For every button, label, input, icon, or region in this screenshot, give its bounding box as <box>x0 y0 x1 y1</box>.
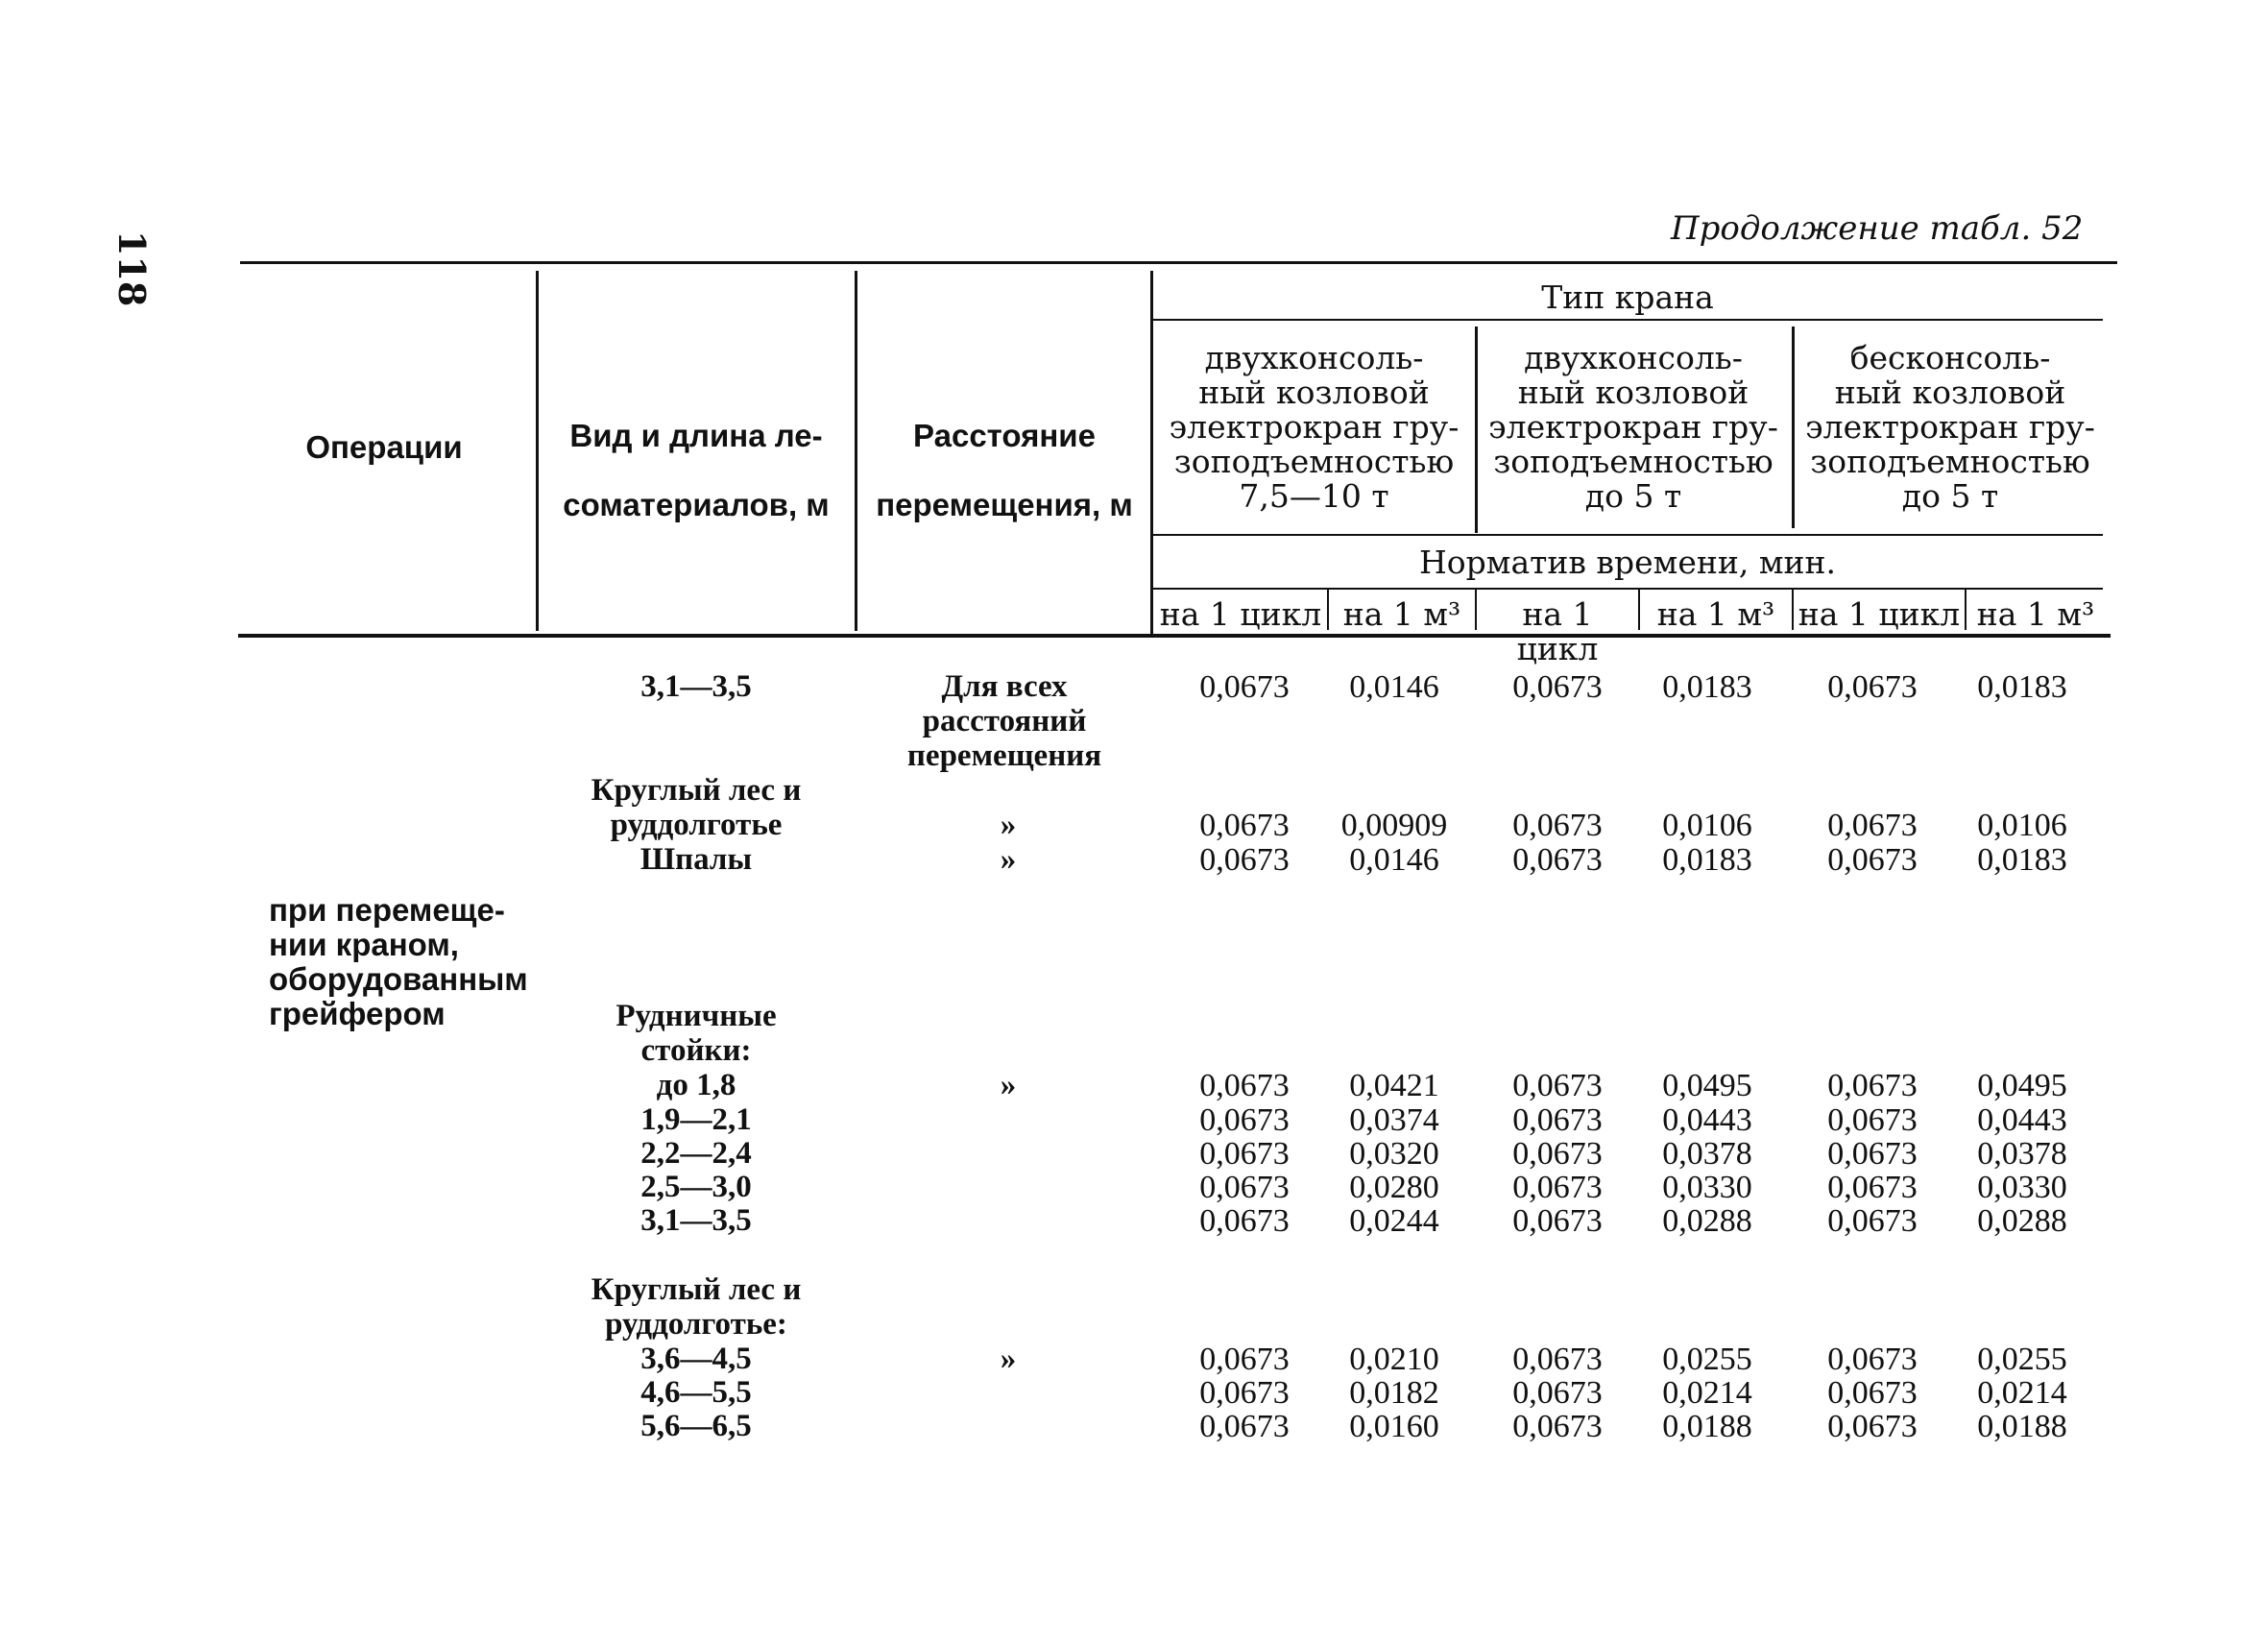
table-cell: 0,0673 <box>1512 1136 1603 1172</box>
crane1-line4: зоподъемностью <box>1173 443 1455 480</box>
table-cell: 0,0673 <box>1827 1409 1918 1444</box>
all-distances-line3: перемещения <box>906 738 1102 773</box>
label-mine-props <box>547 999 845 1068</box>
table-cell: 0,0673 <box>1199 669 1290 705</box>
table-cell: 0,0673 <box>1199 1136 1290 1172</box>
table-caption: Продолжение табл. 52 <box>1671 209 2084 248</box>
table-cell: 0,0673 <box>1827 1170 1918 1205</box>
sub-divider-2 <box>1475 590 1477 630</box>
table-cell: 0,0673 <box>1512 1068 1603 1103</box>
table-cell: 0,0495 <box>1977 1068 2067 1103</box>
header-crane-3 <box>1796 341 2105 514</box>
table-cell: 0,0378 <box>1662 1136 1752 1172</box>
round-timber-2-line2: руддолготье: <box>605 1307 787 1342</box>
crane-names-rule <box>1152 534 2103 536</box>
header-norm: Норматив времени, мин. <box>1419 544 1836 581</box>
table-cell: 0,0183 <box>1977 842 2067 878</box>
label-4-6-5-5: 4,6—5,5 <box>640 1375 752 1410</box>
crane2-line2: ный козловой <box>1517 374 1749 411</box>
crane3-line2: ный козловой <box>1834 374 2066 411</box>
table-cell: 0,0106 <box>1662 808 1752 843</box>
sub-divider-5 <box>1965 590 1966 630</box>
all-distances-line1: Для всех <box>941 669 1068 704</box>
crane1-line1: двухконсоль- <box>1204 339 1424 376</box>
sub-divider-4 <box>1792 590 1794 630</box>
table-cell: 0,00909 <box>1340 808 1448 843</box>
mine-props-line1: Рудничные <box>615 999 777 1033</box>
table-cell: 0,0673 <box>1827 808 1918 843</box>
table-cell: 0,0673 <box>1199 1342 1290 1377</box>
table-cell: 0,0673 <box>1512 669 1603 705</box>
crane-type-rule <box>1152 319 2103 321</box>
sub-divider-3 <box>1638 590 1640 630</box>
table-cell: 0,0188 <box>1662 1409 1752 1444</box>
table-cell: 0,0210 <box>1349 1342 1439 1377</box>
table-cell: 0,0288 <box>1662 1203 1752 1239</box>
operation-line4: грейфером <box>269 996 446 1031</box>
col-divider-3 <box>1150 271 1153 636</box>
table-cell: 0,0421 <box>1349 1068 1439 1103</box>
ditto-mark: » <box>1000 808 1017 842</box>
table-cell: 0,0673 <box>1199 1375 1290 1411</box>
label-3-6-4-5: 3,6—4,5 <box>640 1342 752 1376</box>
col-divider-1 <box>536 271 539 631</box>
table-cell: 0,0495 <box>1662 1068 1752 1103</box>
header-operations: Операции <box>305 429 463 465</box>
table-cell: 0,0673 <box>1512 1375 1603 1411</box>
label-sleepers: Шпалы <box>639 842 753 877</box>
label-3-1-3-5: 3,1—3,5 <box>640 669 752 704</box>
top-rule <box>240 261 2117 264</box>
table-cell: 0,0673 <box>1827 842 1918 878</box>
round-timber-line2: руддолготье <box>610 808 783 842</box>
table-cell: 0,0673 <box>1512 842 1603 878</box>
table-cell: 0,0673 <box>1512 808 1603 843</box>
round-timber-2-line1: Круглый лес и <box>591 1272 802 1307</box>
table-cell: 0,0673 <box>1827 1342 1918 1377</box>
table-cell: 0,0673 <box>1512 1342 1603 1377</box>
table-cell: 0,0673 <box>1512 1409 1603 1444</box>
table-cell: 0,0214 <box>1662 1375 1752 1411</box>
header-crane-type: Тип крана <box>1541 278 1714 316</box>
header-distance <box>862 401 1146 540</box>
table-cell: 0,0330 <box>1662 1170 1752 1205</box>
table-cell: 0,0183 <box>1662 842 1752 878</box>
table-cell: 0,0160 <box>1349 1409 1439 1444</box>
table-cell: 0,0673 <box>1199 1068 1290 1103</box>
label-upto-1-8: до 1,8 <box>656 1068 736 1102</box>
table-cell: 0,0255 <box>1977 1342 2067 1377</box>
operation-line1: при перемеще- <box>269 892 505 928</box>
sub-divider-1 <box>1327 590 1329 630</box>
table-cell: 0,0146 <box>1349 669 1439 705</box>
subhdr-m3-3: на 1 м³ <box>1976 595 2095 633</box>
subhdr-cycle-3: на 1 цикл <box>1798 595 1961 633</box>
table-cell: 0,0673 <box>1199 1409 1290 1444</box>
header-material-line1: Вид и длина ле- <box>569 418 823 453</box>
ditto-mark: » <box>1000 1068 1017 1102</box>
crane1-line3: электрокран гру- <box>1169 408 1460 446</box>
table-cell: 0,0673 <box>1827 1203 1918 1239</box>
crane3-line3: электрокран гру- <box>1805 408 2095 446</box>
label-round-timber-2 <box>547 1272 845 1342</box>
label-round-timber <box>547 773 845 842</box>
ditto-mark: » <box>1000 842 1017 877</box>
round-timber-line1: Круглый лес и <box>591 773 802 808</box>
label-5-6-6-5: 5,6—6,5 <box>640 1409 752 1443</box>
table-cell: 0,0188 <box>1977 1409 2067 1444</box>
table-cell: 0,0244 <box>1349 1203 1439 1239</box>
table-cell: 0,0673 <box>1827 1068 1918 1103</box>
table-cell: 0,0673 <box>1827 1102 1918 1138</box>
table-cell: 0,0673 <box>1199 842 1290 878</box>
crane3-line4: зоподъемностью <box>1810 443 2090 480</box>
table-cell: 0,0320 <box>1349 1136 1439 1172</box>
crane1-line5: 7,5—10 т <box>1239 477 1389 515</box>
table-cell: 0,0330 <box>1977 1170 2067 1205</box>
table-cell: 0,0443 <box>1977 1102 2067 1138</box>
table-cell: 0,0673 <box>1827 669 1918 705</box>
label-3-1-3-5b: 3,1—3,5 <box>640 1203 752 1238</box>
table-cell: 0,0288 <box>1977 1203 2067 1239</box>
crane2-line4: зоподъемностью <box>1493 443 1773 480</box>
table-cell: 0,0443 <box>1662 1102 1752 1138</box>
crane-divider-2 <box>1792 327 1795 528</box>
header-material <box>547 401 845 540</box>
ditto-mark: » <box>1000 1342 1017 1376</box>
table-cell: 0,0673 <box>1512 1170 1603 1205</box>
label-1-9-2-1: 1,9—2,1 <box>640 1102 752 1137</box>
subhdr-cycle-2: на 1 цикл <box>1516 595 1599 667</box>
col-divider-2 <box>855 271 857 631</box>
subhdr-cycle-1: на 1 цикл <box>1159 595 1322 633</box>
table-cell: 0,0673 <box>1199 1170 1290 1205</box>
operation-text <box>269 893 528 1031</box>
operation-line3: оборудованным <box>269 961 528 997</box>
header-crane-2 <box>1479 341 1788 514</box>
header-crane-1 <box>1158 341 1470 514</box>
subhdr-m3-2: на 1 м³ <box>1656 595 1775 633</box>
header-bottom-rule <box>238 634 2111 638</box>
table-cell: 0,0374 <box>1349 1102 1439 1138</box>
table-cell: 0,0146 <box>1349 842 1439 878</box>
header-distance-line1: Расстояние <box>913 418 1096 453</box>
table-cell: 0,0183 <box>1662 669 1752 705</box>
crane3-line5: до 5 т <box>1901 477 1999 515</box>
table-cell: 0,0255 <box>1662 1342 1752 1377</box>
header-material-line2: соматериалов, м <box>563 487 830 522</box>
crane-divider-1 <box>1475 327 1478 533</box>
table-cell: 0,0182 <box>1349 1375 1439 1411</box>
table-cell: 0,0673 <box>1827 1136 1918 1172</box>
table-cell: 0,0673 <box>1199 1102 1290 1138</box>
crane3-line1: бесконсоль- <box>1849 339 2051 376</box>
all-distances-line2: расстояний <box>922 704 1087 738</box>
mine-props-line2: стойки: <box>640 1033 752 1068</box>
operation-line2: нии краном, <box>269 927 459 962</box>
table-cell: 0,0673 <box>1827 1375 1918 1411</box>
crane2-line5: до 5 т <box>1584 477 1682 515</box>
table-cell: 0,0214 <box>1977 1375 2067 1411</box>
table-cell: 0,0673 <box>1512 1102 1603 1138</box>
norm-rule <box>1152 588 2103 590</box>
table-cell: 0,0673 <box>1199 808 1290 843</box>
label-2-5-3-0: 2,5—3,0 <box>640 1170 752 1204</box>
subhdr-m3-1: на 1 м³ <box>1342 595 1461 633</box>
table-cell: 0,0673 <box>1512 1203 1603 1239</box>
label-2-2-2-4: 2,2—2,4 <box>640 1136 752 1171</box>
table-cell: 0,0378 <box>1977 1136 2067 1172</box>
table-cell: 0,0280 <box>1349 1170 1439 1205</box>
page-number: 118 <box>110 230 154 307</box>
header-distance-line2: перемещения, м <box>876 487 1133 522</box>
crane2-line1: двухконсоль- <box>1524 339 1743 376</box>
table-cell: 0,0673 <box>1199 1203 1290 1239</box>
table-cell: 0,0183 <box>1977 669 2067 705</box>
crane2-line3: электрокран гру- <box>1488 408 1778 446</box>
label-all-distances <box>862 669 1146 773</box>
crane1-line2: ный козловой <box>1198 374 1430 411</box>
table-cell: 0,0106 <box>1977 808 2067 843</box>
